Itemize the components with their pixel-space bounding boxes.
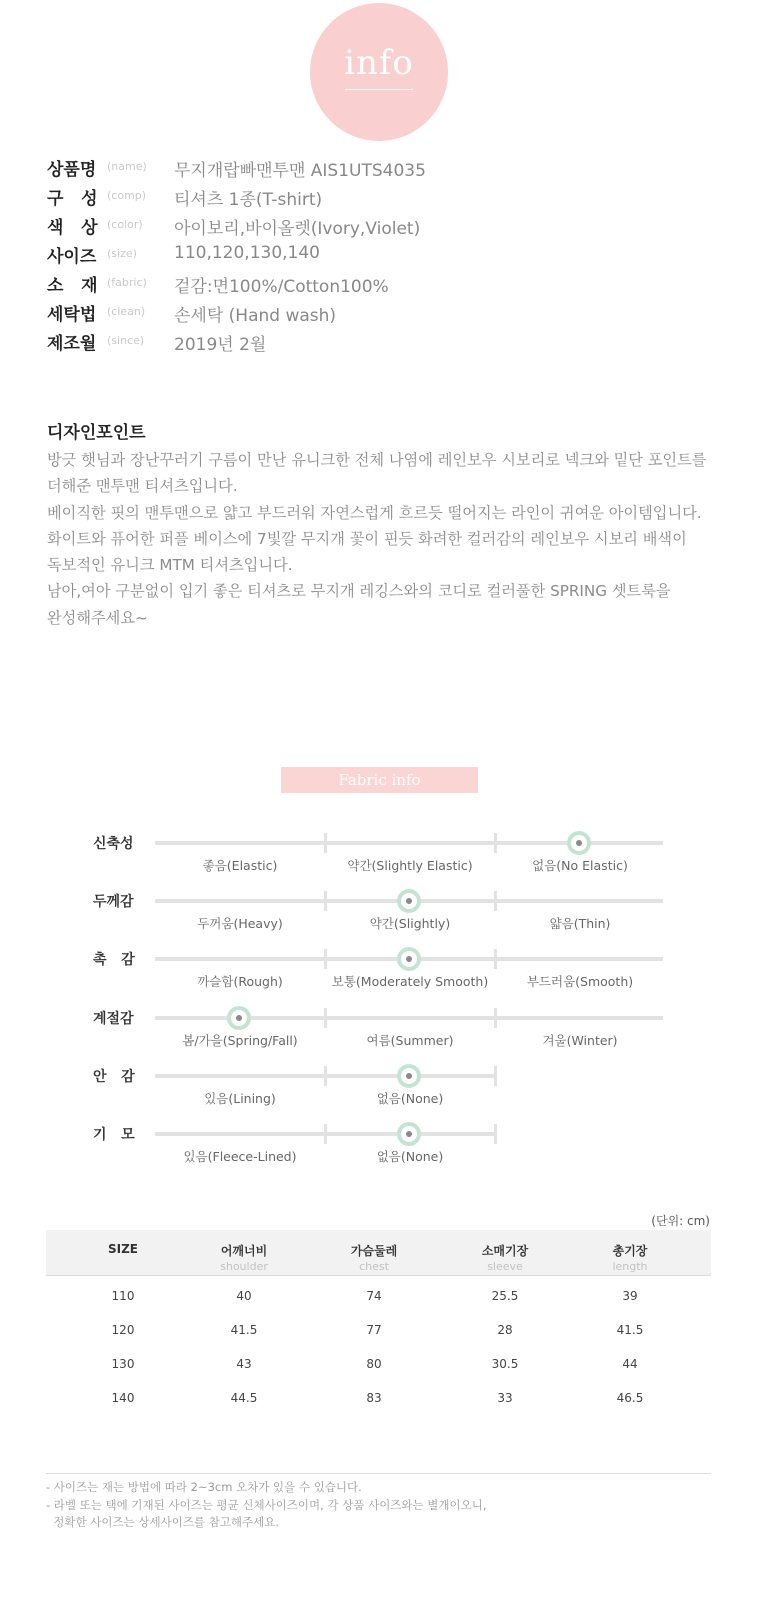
note-line: - 사이즈는 재는 방법에 따라 2~3cm 오차가 있을 수 있습니다. bbox=[46, 1480, 362, 1494]
fabric-scale-row bbox=[0, 950, 780, 1000]
table-row bbox=[46, 1357, 711, 1391]
table-cell: 140 bbox=[111, 1391, 135, 1405]
fabric-scale-tick bbox=[324, 833, 327, 853]
fabric-scale-marker bbox=[397, 1122, 421, 1146]
table-cell: 44 bbox=[622, 1357, 638, 1371]
fabric-scale-track bbox=[155, 957, 663, 961]
fabric-scale-track bbox=[155, 899, 663, 903]
col-length bbox=[565, 1242, 695, 1273]
fabric-scale-option: 보통(Moderately Smooth) bbox=[331, 974, 489, 989]
table-row bbox=[46, 1391, 711, 1425]
size-unit-label: (단위: cm) bbox=[651, 1214, 710, 1228]
fabric-scale-track bbox=[155, 1074, 497, 1078]
fabric-scale-marker bbox=[567, 831, 591, 855]
fabric-scale-label: 안 감 bbox=[93, 1069, 135, 1085]
table-cell: 41.5 bbox=[230, 1323, 258, 1337]
table-cell: 74 bbox=[366, 1289, 382, 1303]
note-line: - 라벨 또는 택에 기재된 사이즈는 평균 신체사이즈이며, 각 상품 사이즈와는 별개이오니, bbox=[46, 1497, 487, 1512]
col-chest bbox=[309, 1242, 439, 1273]
info-value: 2019년 2월 bbox=[174, 335, 267, 355]
table-cell: 44.5 bbox=[230, 1391, 258, 1405]
info-row-comp bbox=[47, 184, 747, 208]
col-label-en: chest bbox=[359, 1260, 389, 1273]
design-point-text bbox=[47, 447, 747, 631]
table-cell: 80 bbox=[366, 1357, 382, 1371]
fabric-scale-tick bbox=[324, 1008, 327, 1028]
info-label: 세탁법 bbox=[47, 305, 97, 325]
fabric-scale-label: 계절감 bbox=[93, 1011, 134, 1027]
info-row-size bbox=[47, 242, 747, 266]
fabric-info-header bbox=[281, 767, 478, 793]
fabric-scale-tick bbox=[494, 1066, 497, 1086]
fabric-scale-track bbox=[155, 1016, 663, 1020]
fabric-scale-tick bbox=[494, 949, 497, 969]
fabric-scale-tick bbox=[324, 891, 327, 911]
info-badge-label: info bbox=[344, 43, 414, 83]
info-label-en: (clean) bbox=[107, 305, 146, 318]
col-label-en: shoulder bbox=[220, 1260, 268, 1273]
fabric-scale-marker bbox=[397, 1064, 421, 1088]
fabric-scale-marker bbox=[227, 1006, 251, 1030]
col-label: 소매기장 bbox=[481, 1244, 529, 1258]
design-point-line: 독보적인 유니크 MTM 티셔츠입니다. bbox=[47, 556, 293, 575]
fabric-scale-option: 여름(Summer) bbox=[366, 1033, 454, 1048]
table-cell: 77 bbox=[366, 1323, 382, 1337]
info-label: 소 재 bbox=[47, 276, 98, 296]
design-point-line: 베이직한 핏의 맨투맨으로 얇고 부드러워 자연스럽게 흐르듯 떨어지는 라인이 귀여운 아이템입니다. bbox=[47, 503, 702, 522]
fabric-scale-row bbox=[0, 834, 780, 884]
fabric-scale-row bbox=[0, 892, 780, 942]
table-cell: 43 bbox=[236, 1357, 252, 1371]
col-shoulder bbox=[179, 1242, 309, 1273]
note-line: 정확한 사이즈는 상세사이즈를 참고해주세요. bbox=[46, 1515, 280, 1529]
fabric-scale-option: 없음(None) bbox=[376, 1091, 444, 1106]
info-value: 110,120,130,140 bbox=[174, 243, 321, 263]
fabric-scale-tick bbox=[494, 1124, 497, 1144]
info-badge-underline bbox=[345, 89, 413, 90]
info-label-en: (comp) bbox=[107, 189, 147, 202]
fabric-scale-option: 약간(Slightly) bbox=[369, 916, 451, 931]
info-value: 무지개랍빠맨투맨 AIS1UTS4035 bbox=[174, 161, 426, 181]
table-cell: 110 bbox=[111, 1289, 135, 1303]
col-label-en: length bbox=[612, 1260, 648, 1273]
info-label: 색 상 bbox=[47, 218, 98, 238]
size-table-header bbox=[46, 1230, 711, 1276]
table-cell: 39 bbox=[622, 1289, 638, 1303]
col-label: 총기장 bbox=[612, 1244, 648, 1258]
info-label-en: (since) bbox=[107, 334, 145, 347]
size-notes bbox=[46, 1479, 486, 1532]
design-point-line: 남아,여아 구분없이 입기 좋은 티셔츠로 무지개 레깅스와의 코디로 컬러풀한 SPRING 셋트룩을 bbox=[47, 582, 671, 601]
design-point-line: 화이트와 퓨어한 퍼플 베이스에 7빛깔 무지개 꽃이 핀듯 화려한 컬러감의 레인보우 시보리 배색이 bbox=[47, 529, 687, 548]
info-label-en: (color) bbox=[107, 218, 143, 231]
table-row bbox=[46, 1323, 711, 1357]
col-label: 가슴둘레 bbox=[350, 1244, 398, 1258]
info-label: 구 성 bbox=[47, 189, 98, 209]
fabric-scale-track bbox=[155, 1132, 497, 1136]
info-badge bbox=[310, 3, 448, 141]
info-value: 티셔츠 1종(T-shirt) bbox=[174, 190, 323, 210]
fabric-scale-tick bbox=[494, 833, 497, 853]
fabric-scale-option: 있음(Lining) bbox=[204, 1091, 276, 1106]
design-point-title: 디자인포인트 bbox=[47, 423, 146, 443]
fabric-scale-label: 촉 감 bbox=[93, 952, 135, 968]
info-row-fabric bbox=[47, 271, 747, 295]
fabric-scale-option: 봄/가을(Spring/Fall) bbox=[182, 1033, 298, 1048]
info-row-color bbox=[47, 213, 747, 237]
table-cell: 120 bbox=[111, 1323, 135, 1337]
divider bbox=[46, 1473, 711, 1474]
info-label: 상품명 bbox=[47, 160, 97, 180]
table-cell: 130 bbox=[111, 1357, 135, 1371]
table-cell: 30.5 bbox=[491, 1357, 519, 1371]
fabric-scale-option: 있음(Fleece-Lined) bbox=[183, 1149, 297, 1164]
fabric-scale-option: 좋음(Elastic) bbox=[202, 858, 278, 873]
fabric-scale-option: 겨울(Winter) bbox=[542, 1033, 618, 1048]
table-cell: 33 bbox=[497, 1391, 513, 1405]
col-label: SIZE bbox=[107, 1242, 138, 1256]
fabric-scale-option: 두꺼움(Heavy) bbox=[197, 916, 283, 931]
fabric-scale-option: 까슬함(Rough) bbox=[197, 974, 283, 989]
fabric-scale-label: 두께감 bbox=[93, 894, 134, 910]
table-cell: 40 bbox=[236, 1289, 252, 1303]
info-value: 아이보리,바이올렛(Ivory,Violet) bbox=[174, 219, 421, 239]
design-point-line: 완성해주세요~ bbox=[47, 608, 148, 627]
info-label-en: (fabric) bbox=[107, 276, 147, 289]
fabric-scale-marker bbox=[397, 947, 421, 971]
col-sleeve bbox=[440, 1242, 570, 1273]
fabric-scale-label: 기 모 bbox=[93, 1127, 135, 1143]
fabric-scale-tick bbox=[494, 1008, 497, 1028]
info-label: 사이즈 bbox=[47, 247, 97, 267]
col-label: 어깨너비 bbox=[220, 1244, 268, 1258]
table-cell: 25.5 bbox=[491, 1289, 519, 1303]
design-point-line: 방긋 햇님과 장난꾸러기 구름이 만난 유니크한 전체 나염에 레인보우 시보리로 넥크와 밑단 포인트를 bbox=[47, 451, 707, 469]
fabric-scale-label: 신축성 bbox=[93, 836, 134, 852]
fabric-scale-tick bbox=[324, 949, 327, 969]
fabric-scale-row bbox=[0, 1125, 780, 1175]
table-cell: 46.5 bbox=[616, 1391, 644, 1405]
fabric-scale-marker bbox=[397, 889, 421, 913]
fabric-scale-option: 약간(Slightly Elastic) bbox=[347, 858, 473, 873]
fabric-scale-tick bbox=[494, 891, 497, 911]
table-cell: 28 bbox=[497, 1323, 513, 1337]
fabric-scale-option: 없음(None) bbox=[376, 1149, 444, 1164]
info-row-name bbox=[47, 155, 747, 179]
info-row-since bbox=[47, 329, 747, 353]
fabric-scale-row bbox=[0, 1009, 780, 1059]
table-cell: 41.5 bbox=[616, 1323, 644, 1337]
info-label: 제조월 bbox=[47, 334, 97, 354]
fabric-scale-row bbox=[0, 1067, 780, 1117]
design-point-line: 더해준 맨투맨 티셔츠입니다. bbox=[47, 477, 238, 496]
info-value: 겉감:면100%/Cotton100% bbox=[174, 277, 389, 297]
fabric-scale-option: 없음(No Elastic) bbox=[532, 858, 628, 873]
info-label-en: (name) bbox=[107, 160, 147, 173]
fabric-scale-option: 부드러움(Smooth) bbox=[526, 974, 634, 989]
info-row-clean bbox=[47, 300, 747, 324]
table-row bbox=[46, 1289, 711, 1323]
fabric-info-title: Fabric info bbox=[338, 771, 421, 789]
col-size bbox=[58, 1242, 188, 1257]
fabric-scale-tick bbox=[324, 1066, 327, 1086]
fabric-scale-option: 얇음(Thin) bbox=[549, 916, 611, 931]
col-label-en: sleeve bbox=[487, 1260, 523, 1273]
fabric-scale-track bbox=[155, 841, 663, 845]
info-value: 손세탁 (Hand wash) bbox=[174, 306, 337, 326]
fabric-scale-tick bbox=[324, 1124, 327, 1144]
info-label-en: (size) bbox=[107, 247, 137, 260]
table-cell: 83 bbox=[366, 1391, 382, 1405]
